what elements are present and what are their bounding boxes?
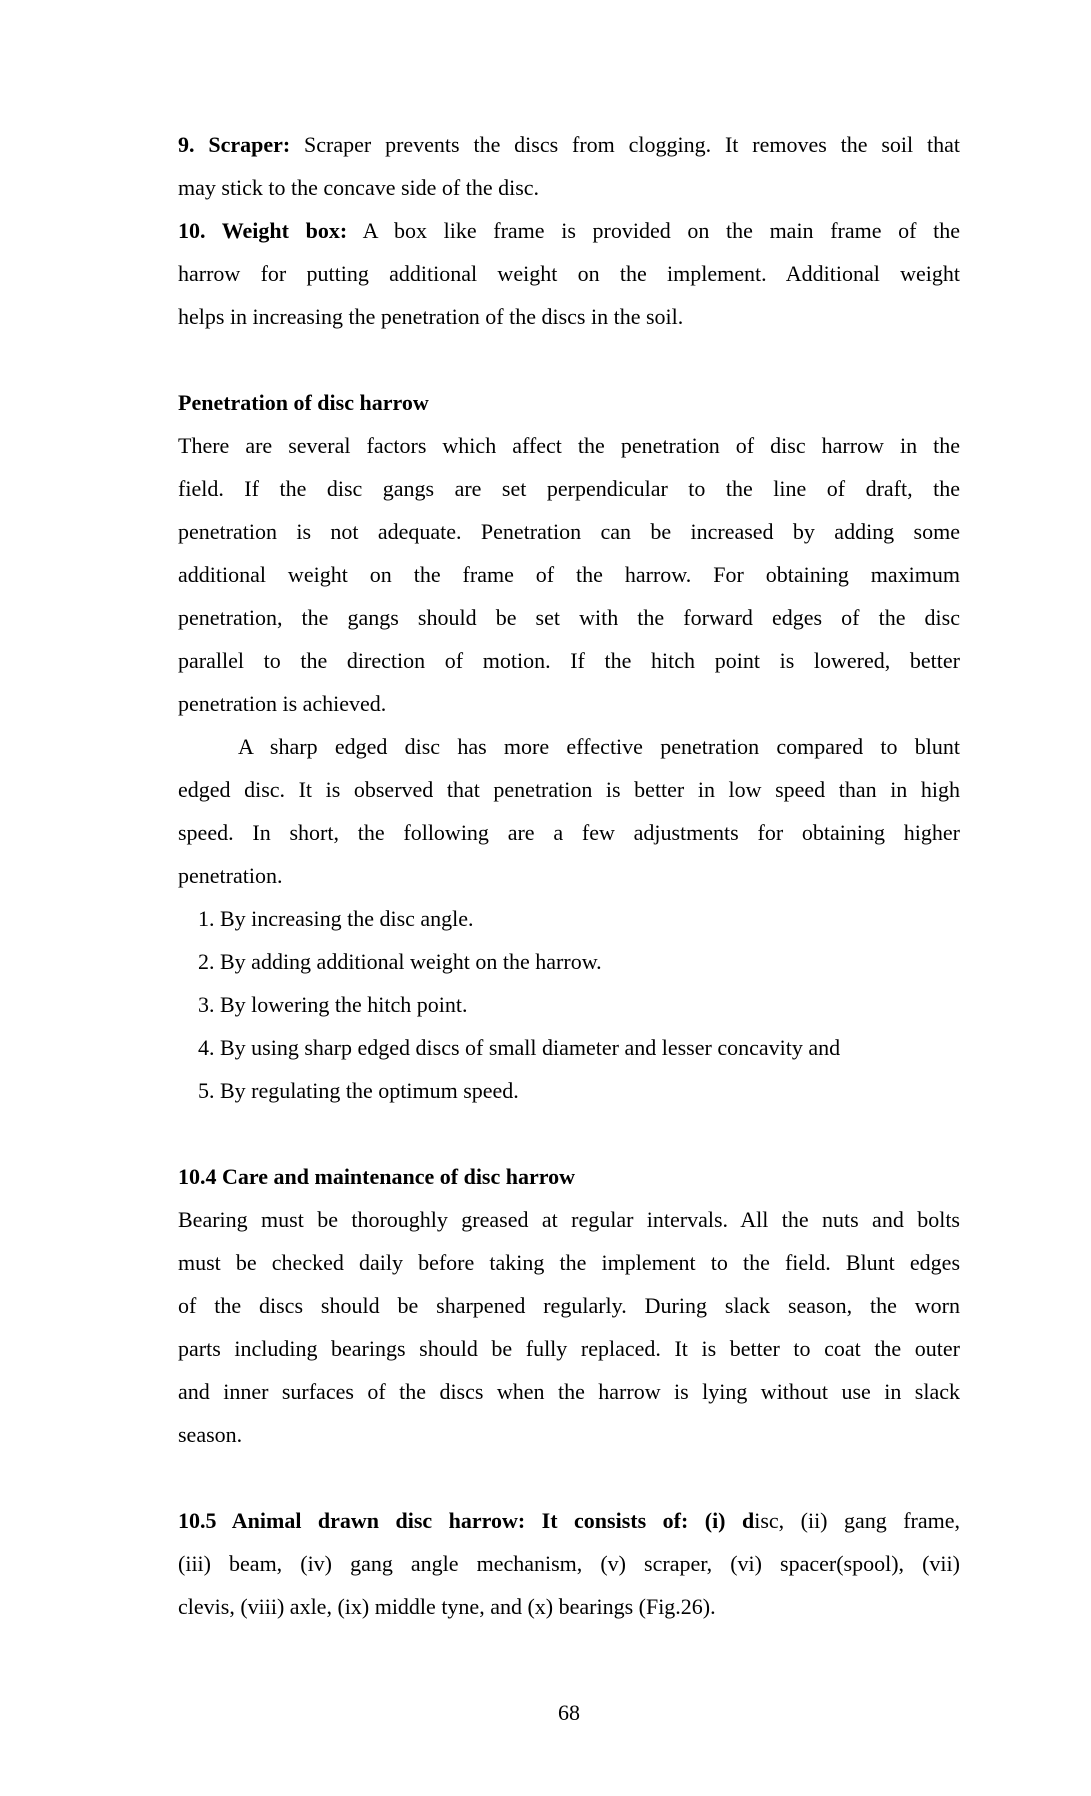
paragraph-scraper [178, 123, 960, 209]
blank-line [178, 338, 960, 381]
text-line [178, 123, 960, 166]
text-line: helps in increasing the penetration of the discs in the soil. [178, 304, 684, 329]
bold-run: 10.5 Animal drawn disc harrow: It consists of: (i) d [178, 1508, 755, 1533]
paragraph-animal-drawn [178, 1499, 960, 1628]
text-run: isc, (ii) gang frame, [754, 1508, 960, 1533]
text-line: speed. In short, the following are a few adjustments for obtaining higher [178, 820, 960, 845]
text-line: season. [178, 1422, 243, 1447]
heading-penetration: Penetration of disc harrow [178, 390, 429, 415]
text-line: parallel to the direction of motion. If the hitch point is lowered, better [178, 648, 960, 673]
text-line: penetration. [178, 863, 283, 888]
text-line: and inner surfaces of the discs when the harrow is lying without use in slack [178, 1379, 960, 1404]
text-line: There are several factors which affect the penetration of disc harrow in the [178, 433, 960, 458]
text-line: Bearing must be thoroughly greased at regular intervals. All the nuts and bolts [178, 1207, 960, 1232]
bold-run: 10. Weight box: [178, 218, 348, 243]
bold-run: 9. Scraper: [178, 132, 291, 157]
text-line: penetration is achieved. [178, 691, 387, 716]
paragraph-weight-box [178, 209, 960, 338]
text-line: penetration, the gangs should be set with the forward edges of the disc [178, 605, 960, 630]
text-line: of the discs should be sharpened regularly. During slack season, the worn [178, 1293, 960, 1318]
page-number: 68 [558, 1700, 580, 1725]
blank-line [178, 1456, 960, 1499]
heading-care-maintenance: 10.4 Care and maintenance of disc harrow [178, 1164, 576, 1189]
text-run: A box like frame is provided on the main frame of the [347, 218, 961, 243]
text-line: (iii) beam, (iv) gang angle mechanism, (v) scraper, (vi) spacer(spool), (vii) [178, 1551, 960, 1576]
list-item-2: 2. By adding additional weight on the harrow. [198, 949, 602, 974]
text-line [178, 1499, 960, 1542]
text-line: harrow for putting additional weight on the implement. Additional weight [178, 261, 960, 286]
paragraph-penetration [178, 424, 960, 725]
list-item-1: 1. By increasing the disc angle. [198, 906, 474, 931]
list-item-3: 3. By lowering the hitch point. [198, 992, 468, 1017]
text-run: Scraper prevents the discs from clogging. It removes the soil that [290, 132, 960, 157]
text-line: penetration is not adequate. Penetration can be increased by adding some [178, 519, 960, 544]
blank-line [178, 1112, 960, 1155]
text-line [178, 209, 960, 252]
list-item-5: 5. By regulating the optimum speed. [198, 1078, 519, 1103]
text-line: field. If the disc gangs are set perpendicular to the line of draft, the [178, 476, 960, 501]
text-line: may stick to the concave side of the disc. [178, 175, 540, 200]
text-line: edged disc. It is observed that penetration is better in low speed than in high [178, 777, 960, 802]
adjustments-list [178, 897, 960, 1112]
text-line: parts including bearings should be fully replaced. It is better to coat the outer [178, 1336, 960, 1361]
text-line: must be checked daily before taking the implement to the field. Blunt edges [178, 1250, 960, 1275]
paragraph-care [178, 1198, 960, 1456]
text-block [178, 123, 960, 1628]
text-line: clevis, (viii) axle, (ix) middle tyne, and (x) bearings (Fig.26). [178, 1594, 716, 1619]
text-line: additional weight on the frame of the harrow. For obtaining maximum [178, 562, 960, 587]
text-line: A sharp edged disc has more effective penetration compared to blunt [238, 734, 960, 759]
list-item-4: 4. By using sharp edged discs of small diameter and lesser concavity and [198, 1035, 841, 1060]
paragraph-sharp-disc [178, 725, 960, 897]
